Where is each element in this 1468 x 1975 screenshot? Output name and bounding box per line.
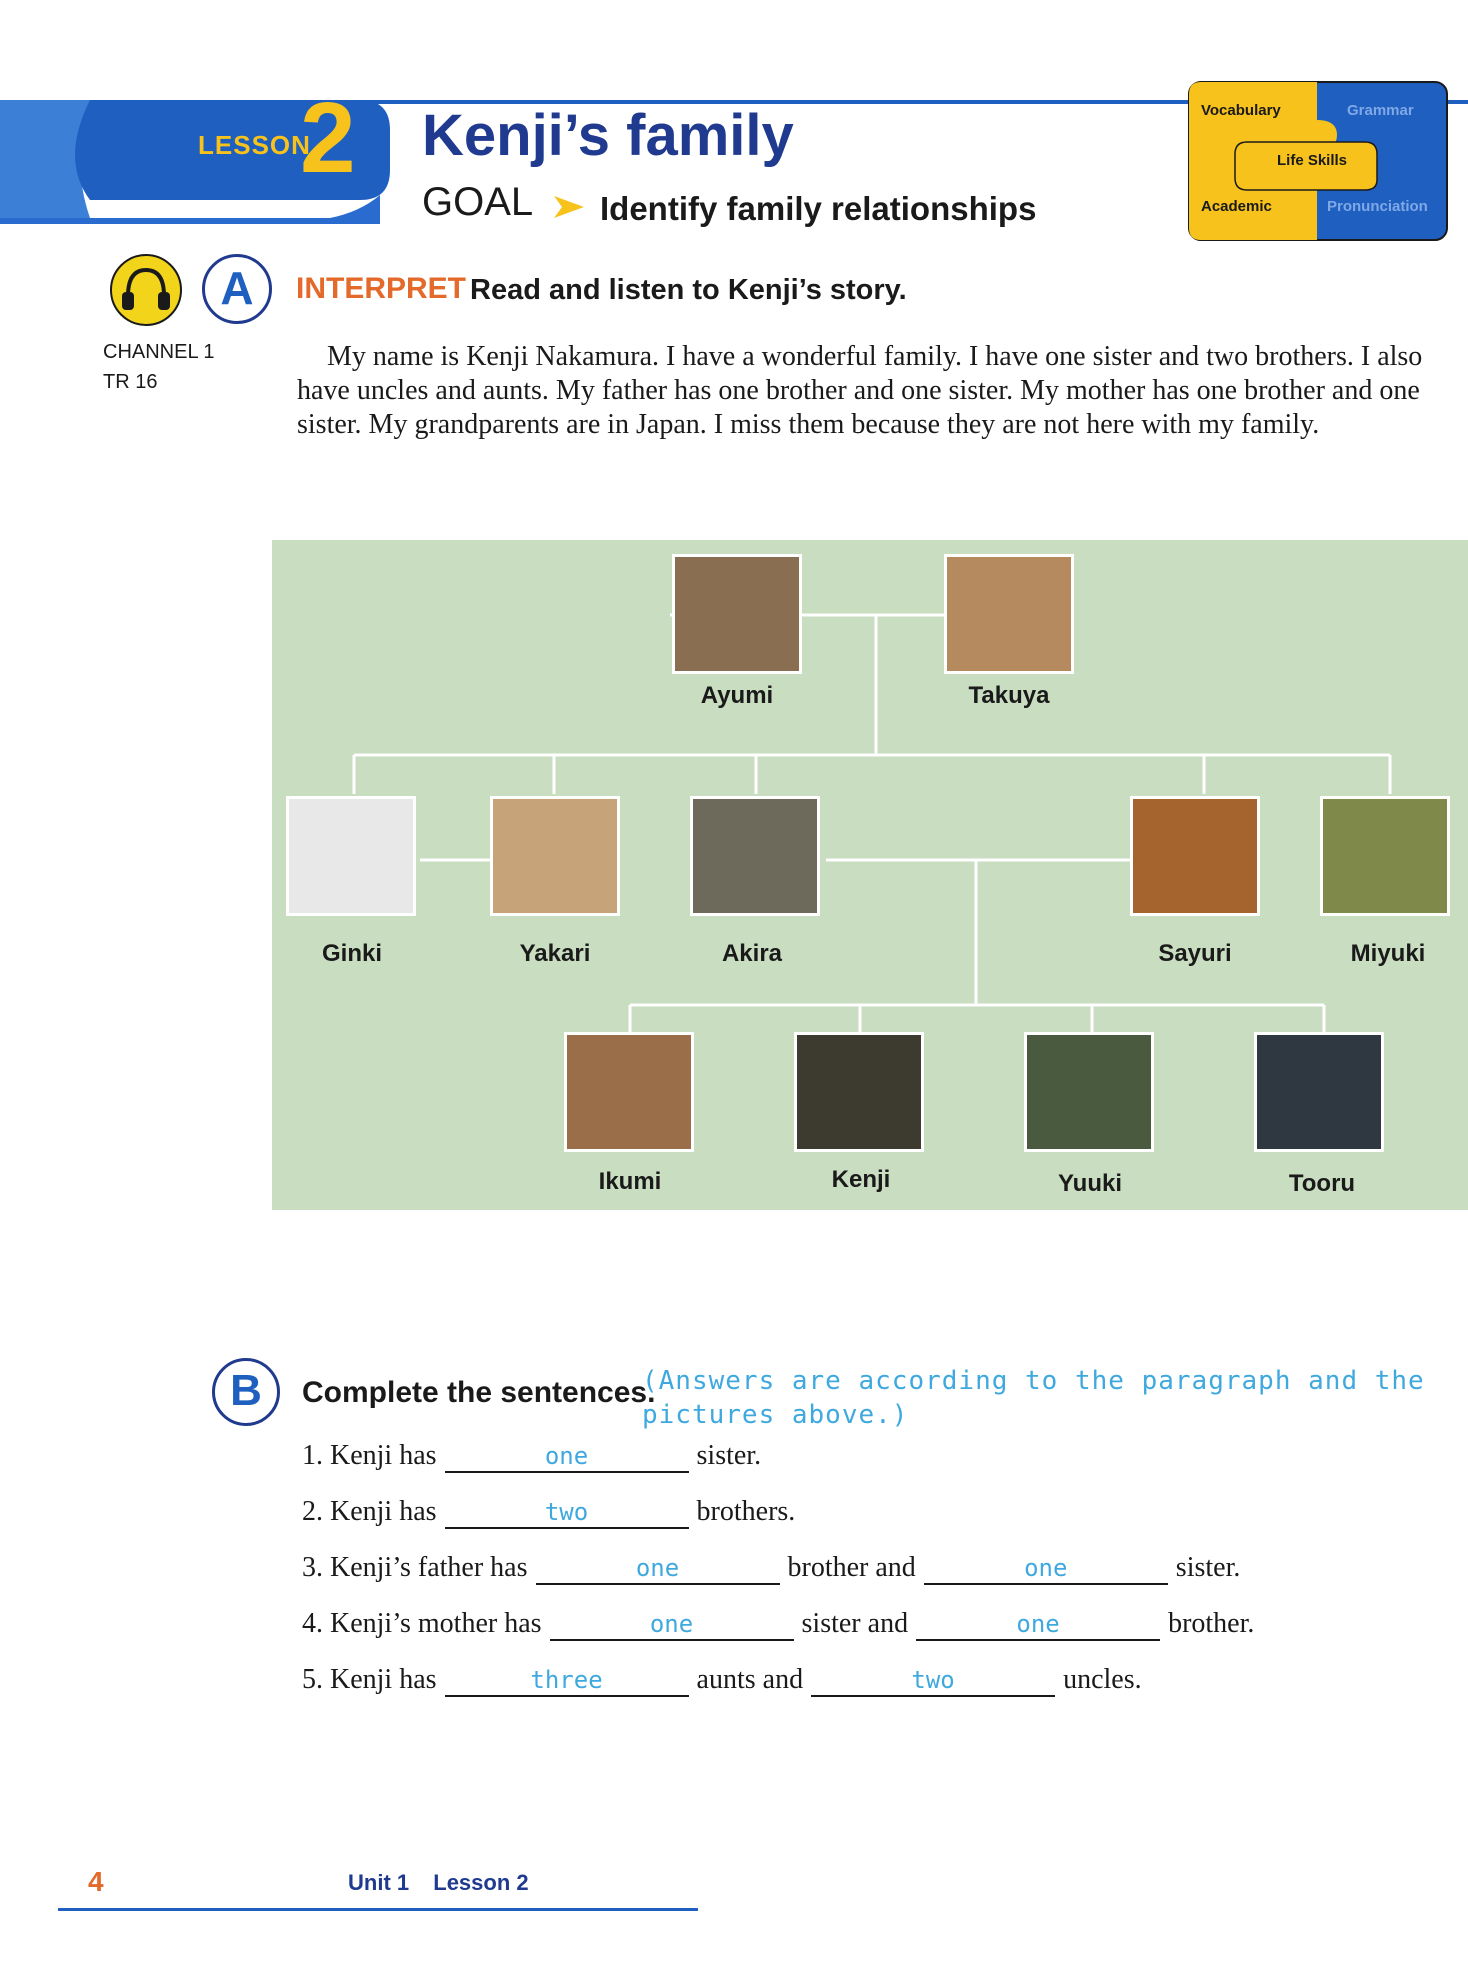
name-ikumi: Ikumi — [598, 1168, 662, 1195]
photo-takuya — [944, 554, 1074, 674]
sentence-5-answer-1[interactable]: three — [445, 1665, 689, 1697]
lesson-label: LESSON — [198, 130, 311, 160]
section-a-badge: A — [202, 254, 272, 324]
goal-label: GOAL — [422, 180, 534, 224]
photo-yakari — [490, 796, 620, 916]
footer-lesson: Lesson 2 — [433, 1870, 529, 1895]
name-akira: Akira — [721, 940, 783, 967]
name-tooru: Tooru — [1288, 1170, 1356, 1197]
name-yuuki: Yuuki — [1057, 1170, 1123, 1197]
track-label: TR 16 — [103, 371, 158, 393]
footer-rule — [58, 1908, 698, 1911]
lesson-number: 2 — [300, 82, 356, 194]
story-paragraph: My name is Kenji Nakamura. I have a wonderful family. I have one sister and two brothers. I also have uncles and aunts. My father has one brother and one sister. My mother has one brother and one sister. My grandparents are in Japan. I miss them because they are not here with my family. — [297, 341, 1423, 440]
sentence-1 — [302, 1440, 761, 1473]
sentence-2 — [302, 1496, 795, 1529]
name-miyuki: Miyuki — [1350, 940, 1426, 967]
audio-track-info — [103, 337, 215, 397]
name-ginki: Ginki — [321, 940, 382, 967]
photo-tooru — [1254, 1032, 1384, 1152]
page-number: 4 — [88, 1866, 104, 1897]
footer-unit-lesson — [348, 1870, 529, 1896]
sentence-5 — [302, 1664, 1142, 1697]
photo-miyuki — [1320, 796, 1450, 916]
photo-ginki — [286, 796, 416, 916]
sentence-4-end: brother. — [1168, 1608, 1255, 1639]
sentence-5-answer-2[interactable]: two — [811, 1665, 1055, 1697]
skill-grammar: Grammar — [1347, 102, 1414, 119]
skill-vocabulary: Vocabulary — [1201, 102, 1281, 119]
interpret-instruction: Read and listen to Kenji’s story. — [470, 274, 907, 306]
photo-ayumi — [672, 554, 802, 674]
sentence-3 — [302, 1552, 1240, 1585]
sentence-5-mid: aunts and — [696, 1664, 804, 1695]
sentence-2-start: 2. Kenji has — [302, 1496, 437, 1527]
sentence-1-answer[interactable]: one — [445, 1441, 689, 1473]
name-sayuri: Sayuri — [1158, 940, 1232, 967]
section-b-badge: B — [212, 1358, 280, 1426]
family-tree — [272, 540, 1468, 1210]
sentence-4 — [302, 1608, 1254, 1641]
sentence-3-answer-2[interactable]: one — [924, 1553, 1168, 1585]
sentence-3-end: sister. — [1175, 1552, 1241, 1583]
arrow-icon — [552, 194, 586, 220]
skills-puzzle — [1187, 80, 1449, 242]
photo-ikumi — [564, 1032, 694, 1152]
sentence-4-start: 4. Kenji’s mother has — [302, 1608, 542, 1639]
photo-kenji — [794, 1032, 924, 1152]
photo-sayuri — [1130, 796, 1260, 916]
sentence-1-start: 1. Kenji has — [302, 1440, 437, 1471]
sentence-3-start: 3. Kenji’s father has — [302, 1552, 528, 1583]
interpret-heading: INTERPRET — [296, 272, 467, 305]
page-title: Kenji’s family — [422, 103, 794, 168]
goal-text: Identify family relationships — [600, 190, 1037, 227]
sentence-3-answer-1[interactable]: one — [536, 1553, 780, 1585]
headphones-icon[interactable] — [110, 254, 182, 326]
photo-akira — [690, 796, 820, 916]
sentence-5-start: 5. Kenji has — [302, 1664, 437, 1695]
skill-pronunciation: Pronunciation — [1327, 198, 1428, 215]
channel-label: CHANNEL 1 — [103, 341, 215, 363]
sentence-4-mid: sister and — [801, 1608, 909, 1639]
sentence-5-end: uncles. — [1063, 1664, 1142, 1695]
name-yakari: Yakari — [519, 940, 591, 967]
photo-yuuki — [1024, 1032, 1154, 1152]
skill-academic: Academic — [1201, 198, 1272, 215]
name-kenji: Kenji — [831, 1166, 891, 1193]
sentence-4-answer-2[interactable]: one — [916, 1609, 1160, 1641]
sentence-4-answer-1[interactable]: one — [550, 1609, 794, 1641]
name-ayumi: Ayumi — [700, 682, 774, 709]
complete-heading: Complete the sentences. — [302, 1376, 656, 1409]
sentence-3-mid: brother and — [787, 1552, 916, 1583]
name-takuya: Takuya — [968, 682, 1050, 709]
footer-unit: Unit 1 — [348, 1870, 410, 1895]
answer-note: (Answers are according to the paragraph and the pictures above.) — [642, 1366, 1425, 1430]
sentence-2-answer[interactable]: two — [445, 1497, 689, 1529]
sentence-2-end: brothers. — [696, 1496, 796, 1527]
skill-life-skills: Life Skills — [1277, 152, 1348, 169]
sentence-1-end: sister. — [696, 1440, 762, 1471]
